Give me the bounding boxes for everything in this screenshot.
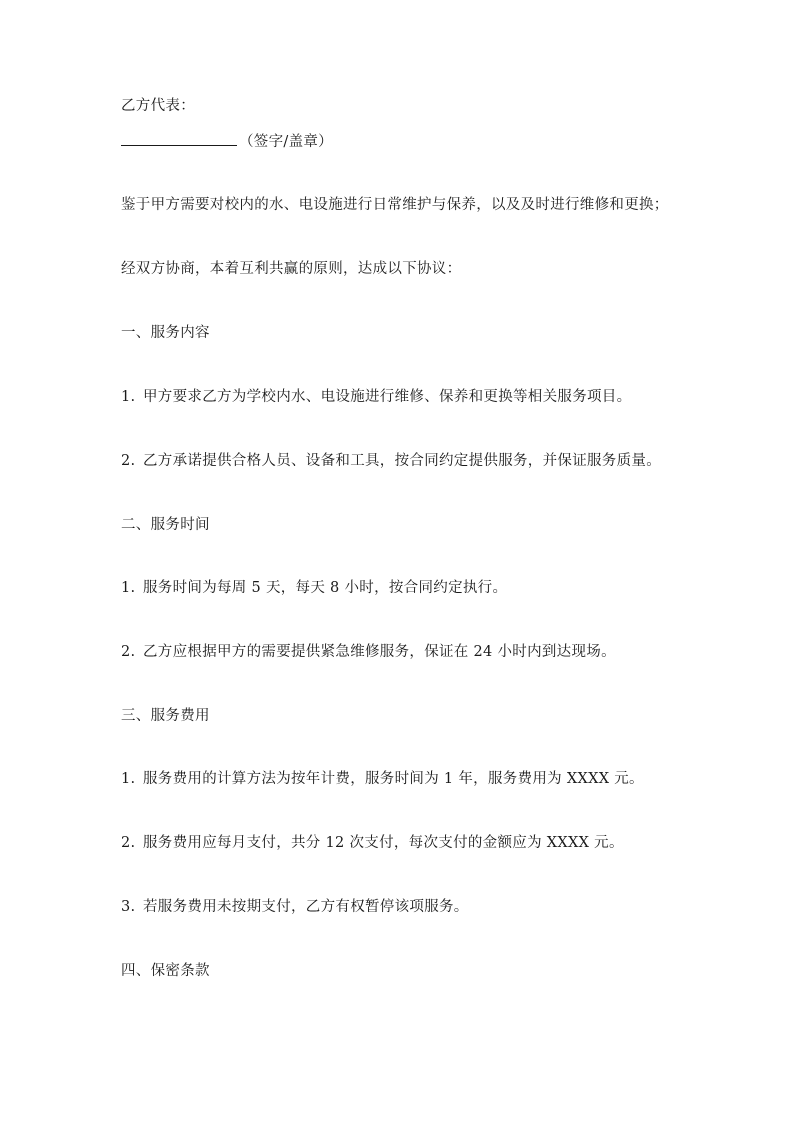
section-heading-service-time: 二、服务时间 — [121, 517, 210, 533]
item-text: 乙方承诺提供合格人员、设备和工具，按合同约定提供服务，并保证服务质量。 — [143, 453, 661, 469]
item-text: 服务费用应每月支付，共分 12 次支付，每次支付的金额应为 XXXX 元。 — [143, 835, 624, 851]
item-text: 若服务费用未按期支付，乙方有权暂停该项服务。 — [143, 899, 469, 915]
list-item — [121, 642, 616, 662]
item-number: 1. — [121, 771, 136, 787]
list-item — [121, 897, 469, 917]
signature-blank — [121, 131, 237, 146]
list-item — [121, 387, 631, 407]
item-text: 服务费用的计算方法为按年计费，服务时间为 1 年，服务费用为 XXXX 元。 — [143, 771, 644, 787]
section-heading-service-content: 一、服务内容 — [121, 325, 210, 341]
list-item — [121, 451, 661, 471]
item-number: 2. — [121, 835, 136, 851]
section-heading-confidentiality: 四、保密条款 — [121, 963, 210, 979]
signature-line — [121, 131, 333, 152]
item-text: 甲方要求乙方为学校内水、电设施进行维修、保养和更换等相关服务项目。 — [143, 389, 632, 405]
list-item — [121, 833, 624, 853]
signature-suffix: （签字/盖章） — [239, 134, 333, 150]
agreement-paragraph: 经双方协商，本着互利共赢的原则，达成以下协议： — [121, 261, 462, 277]
item-text: 服务时间为每周 5 天，每天 8 小时，按合同约定执行。 — [143, 580, 508, 596]
item-number: 1. — [121, 580, 136, 596]
list-item — [121, 578, 507, 598]
item-number: 2. — [121, 453, 136, 469]
preamble-paragraph: 鉴于甲方需要对校内的水、电设施进行日常维护与保养，以及及时进行维修和更换； — [121, 197, 669, 213]
item-number: 1. — [121, 389, 136, 405]
list-item — [121, 769, 644, 789]
section-heading-service-fees: 三、服务费用 — [121, 708, 210, 724]
item-number: 3. — [121, 899, 136, 915]
party-b-representative-label: 乙方代表： — [121, 98, 195, 114]
item-number: 2. — [121, 644, 136, 660]
item-text: 乙方应根据甲方的需要提供紧急维修服务，保证在 24 小时内到达现场。 — [143, 644, 616, 660]
